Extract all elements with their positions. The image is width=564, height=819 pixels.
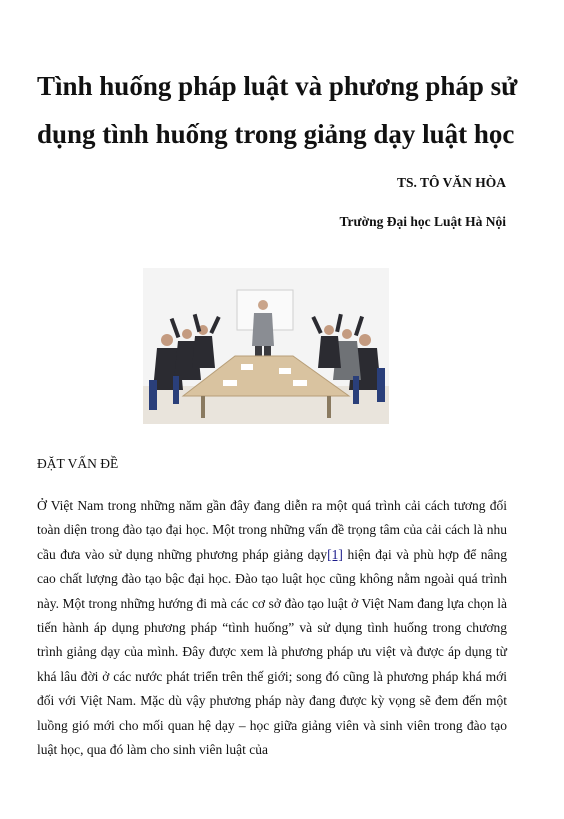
paragraph-text-part-1: Ở Việt Nam trong những năm gần đây đang diễn ra một quá trình cải cách tương đối toàn diện trong đào tạo đại học. Một trong những vấn đề trọng tâm của cải cách là nhu cầu đưa vào sử dụng những phương pháp giảng dạy [37,498,507,562]
section-heading: ĐẶT VẤN ĐỀ [37,456,119,471]
paragraph-text-part-2: hiện đại và phù hợp để nâng cao chất lượng đào tạo bậc đại học. Đào tạo luật học cũng không nằm ngoài quá trình này. Một trong những hướng đi mà các cơ sở đào tạo luật ở Việt Nam đang lựa chọn là tiến hành áp dụng phương pháp “tình huống” và sử dụng tình huống trong chương trình giảng dạy của mình. Đây được xem là phương pháp ưu việt và được áp dụng từ khá lâu đời ở các nước phát triển trên thế giới; song đó cũng là phương pháp khá mới đối với Việt Nam. Mặc dù vậy phương pháp này đang được kỳ vọng sẽ đem đến một luồng gió mới cho mối quan hệ dạy – học giữa giảng viên và sinh viên trong đào tạo luật học, qua đó làm cho sinh viên luật của [37,546,507,758]
meeting-illustration [143,268,389,424]
document-title: Tình huống pháp luật và phương pháp sử dụng tình huống trong giảng dạy luật học [37,71,518,149]
body-paragraph [37,494,507,762]
meeting-photo [143,268,389,424]
author-name: TS. TÔ VĂN HÒA [396,175,506,190]
author-affiliation: Trường Đại học Luật Hà Nội [339,214,506,229]
footnote-link[interactable]: [1] [327,546,343,562]
